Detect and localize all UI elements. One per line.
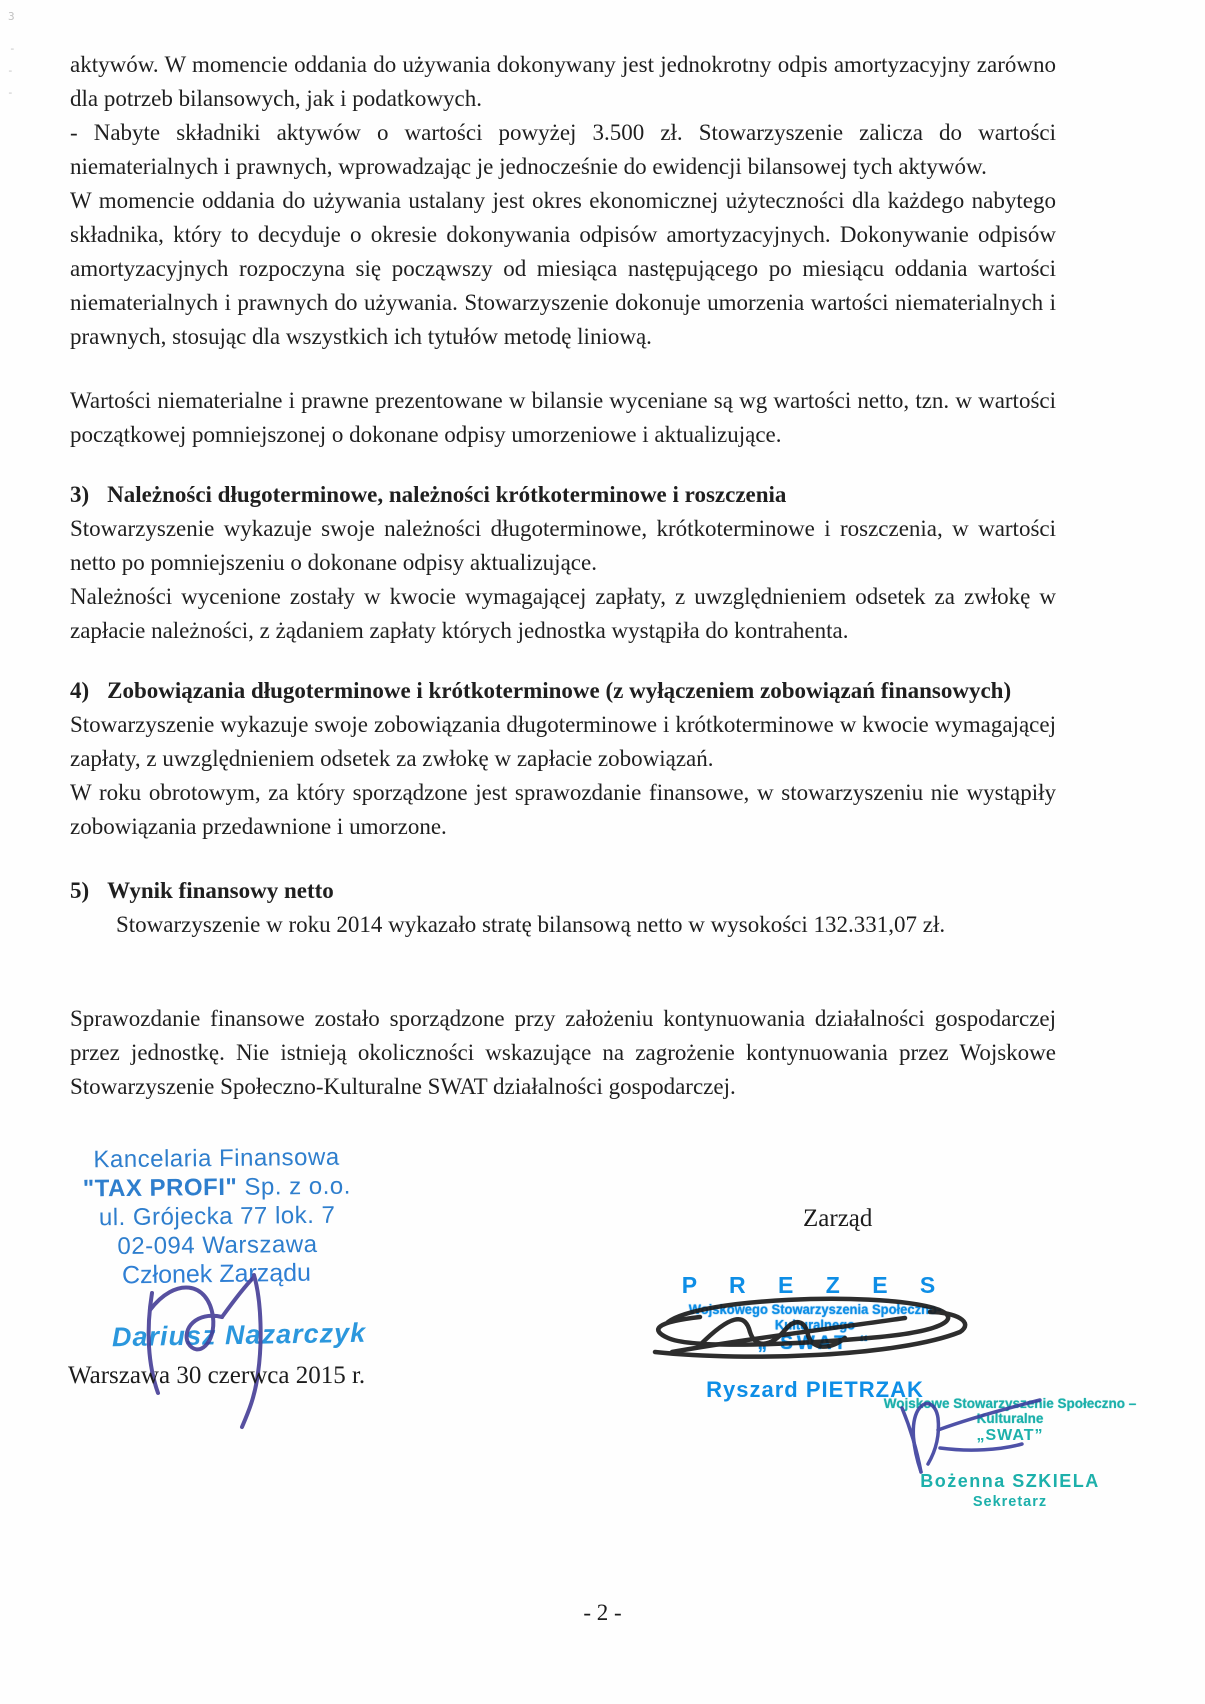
paragraph: W momencie oddania do używania ustalany jest okres ekonomicznej użyteczności dla każdego nabytego składnika, który to decyduje o okresie dokonywania odpisów amortyzacyjnych. Dokonywanie odpisów amortyzacyjnych rozpoczyna się począwszy od miesiąca następującego po miesiącu oddania wartości niematerialnych i prawnych do używania. Stowarzyszenie dokonuje umorzenia wartości niematerialnych i prawnych, stosując dla wszystkich ich tytułów metodę liniową. bbox=[70, 188, 1056, 349]
date-line: Warszawa 30 czerwca 2015 r. bbox=[68, 1362, 366, 1389]
scan-artifact: - bbox=[7, 86, 14, 99]
secretary-role: Sekretarz bbox=[972, 1494, 1048, 1510]
stamp-company-form: "TAX PROFI" Sp. z o.o. bbox=[82, 1172, 351, 1203]
stamp-company-name: Kancelaria Finansowa bbox=[93, 1143, 340, 1174]
section-number: 4) bbox=[70, 678, 90, 703]
secretary-name: Bożenna SZKIELA bbox=[920, 1471, 1100, 1491]
paragraph: Wartości niematerialne i prawne prezentowane w bilansie wyceniane są wg wartości netto, tzn. w wartości początkowej pomniejszonej o dokonane odpisy umorzeniowe i aktualizujące. bbox=[70, 388, 1056, 447]
section-number: 3) bbox=[70, 482, 90, 507]
president-name: Ryszard PIETRZAK bbox=[706, 1377, 924, 1402]
section-title: Należności długoterminowe, należności krótkoterminowe i roszczenia bbox=[107, 482, 787, 507]
stamp-address-street: ul. Grójecka 77 lok. 7 bbox=[98, 1201, 336, 1232]
closing-paragraph: Sprawozdanie finansowe zostało sporządzone przy założeniu kontynuowania działalności gospodarczej przez jednostkę. Nie istnieją okoliczności wskazujące na zagrożenie kontynuowania przez Wojskowe Stowarzyszenie Społeczno-Kulturalne SWAT działalności gospodarczej. bbox=[70, 1006, 1056, 1099]
paragraph: Stowarzyszenie wykazuje swoje zobowiązania długoterminowe i krótkoterminowe w kwocie wymagającej zapłaty, z uwzględnieniem odsetek za zwłokę w zapłacie zobowiązań. bbox=[70, 712, 1056, 771]
stamp-address-city: 02-094 Warszawa bbox=[117, 1230, 318, 1261]
secretary-org-short: „SWAT” bbox=[976, 1427, 1044, 1444]
secretary-org: Wojskowe Stowarzyszenie Społeczno – Kulturalne bbox=[883, 1396, 1137, 1426]
paragraph: Należności wycenione zostały w kwocie wymagającej zapłaty, z uwzględnieniem odsetek za zwłokę w zapłacie należności, z żądaniem zapłaty których jednostka wystąpiła do kontrahenta. bbox=[70, 584, 1056, 643]
secretary-stamp bbox=[850, 1396, 1170, 1510]
paragraph: - Nabyte składniki aktywów o wartości powyżej 3.500 zł. Stowarzyszenie zalicza do wartości niematerialnych i prawnych, wprowadzając je jednocześnie do ewidencji bilansowej tych aktywów. bbox=[70, 120, 1056, 179]
member-role-stamp: Członek Zarządu bbox=[121, 1258, 312, 1290]
president-role: P R E Z E S bbox=[681, 1272, 949, 1298]
scan-artifact: - bbox=[7, 64, 14, 77]
member-name-stamp: Dariusz Nazarczyk bbox=[111, 1317, 367, 1353]
section-number: 5) bbox=[70, 878, 90, 903]
paragraph: Stowarzyszenie wykazuje swoje należności długoterminowe, krótkoterminowe i roszczenia, w wartości netto po pomniejszeniu o dokonane odpisy aktualizujące. bbox=[70, 516, 1056, 575]
paragraph: Stowarzyszenie w roku 2014 wykazało stratę bilansową netto w wysokości 132.331,07 zł. bbox=[116, 912, 946, 937]
scan-artifact: - bbox=[9, 42, 16, 55]
page-number: - 2 - bbox=[583, 1600, 622, 1625]
section-3-heading bbox=[70, 478, 1056, 512]
board-title: Zarząd bbox=[803, 1205, 873, 1232]
scan-artifact: 3 bbox=[8, 10, 15, 23]
president-stamp bbox=[660, 1272, 970, 1403]
president-org: Wojskowego Stowarzyszenia Społeczno-Kulturalnego bbox=[688, 1301, 942, 1333]
document-body bbox=[70, 48, 1056, 1104]
section-title: Zobowiązania długoterminowe i krótkoterminowe (z wyłączeniem zobowiązań finansowych) bbox=[107, 678, 1012, 703]
section-4-heading bbox=[70, 674, 1056, 708]
section-title: Wynik finansowy netto bbox=[107, 878, 334, 903]
accountant-office-stamp bbox=[71, 1142, 362, 1261]
paragraph: W roku obrotowym, za który sporządzone jest sprawozdanie finansowe, w stowarzyszeniu nie wystąpiły zobowiązania przedawnione i umorzone. bbox=[70, 780, 1056, 839]
paragraph: aktywów. W momencie oddania do używania dokonywany jest jednokrotny odpis amortyzacyjny zarówno dla potrzeb bilansowych, jak i podatkowych. bbox=[70, 52, 1056, 111]
section-5-heading bbox=[70, 874, 1056, 908]
president-org-short: „ SWAT “ bbox=[757, 1333, 873, 1354]
